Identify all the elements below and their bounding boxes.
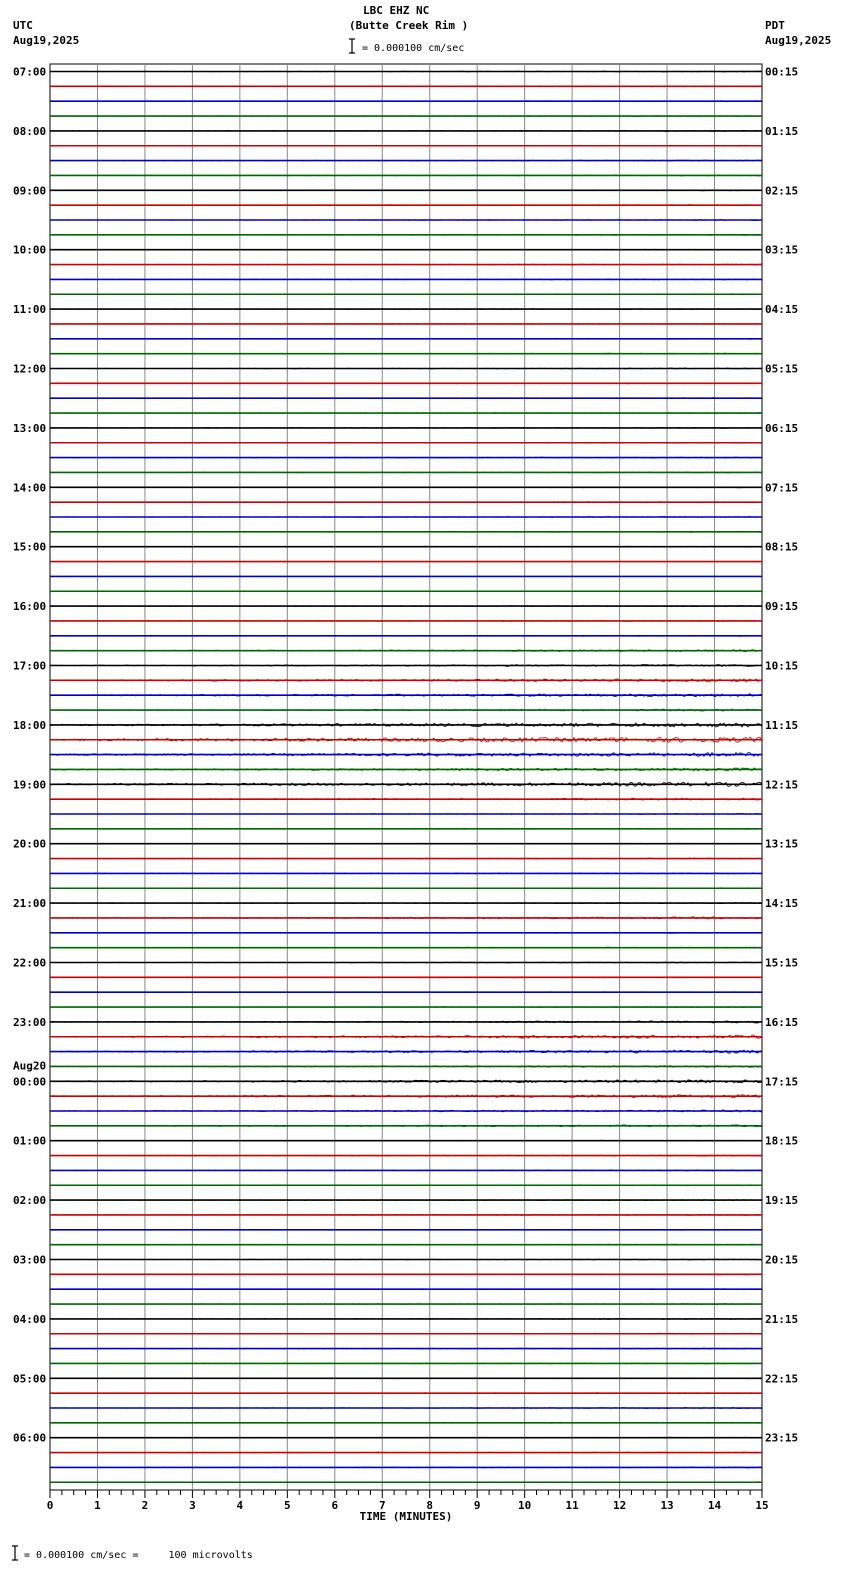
- utc-hour-label: 19:00: [13, 778, 47, 792]
- x-tick-label: 12: [612, 1499, 627, 1512]
- pdt-hour-label: 17:15: [765, 1075, 799, 1089]
- x-tick-label: 15: [755, 1499, 769, 1512]
- utc-hour-label: 08:00: [13, 124, 47, 138]
- pdt-hour-label: 15:15: [765, 956, 799, 970]
- utc-hour-label: 22:00: [13, 956, 47, 970]
- pdt-hour-label: 06:15: [765, 421, 799, 435]
- x-tick-label: 5: [284, 1499, 291, 1512]
- utc-hour-label: 09:00: [13, 184, 47, 198]
- pdt-hour-label: 09:15: [765, 600, 799, 614]
- utc-hour-label: 05:00: [13, 1372, 47, 1386]
- utc-hour-label: 11:00: [13, 303, 47, 317]
- pdt-hour-label: 04:15: [765, 303, 799, 317]
- pdt-hour-label: 19:15: [765, 1194, 799, 1208]
- utc-hour-label: 12:00: [13, 362, 47, 376]
- pdt-hour-label: 13:15: [765, 837, 799, 851]
- utc-hour-label: 00:00: [13, 1075, 47, 1089]
- utc-hour-label: 13:00: [13, 421, 47, 435]
- pdt-hour-label: 00:15: [765, 65, 799, 79]
- pdt-date-label: Aug19,2025: [765, 34, 832, 47]
- utc-hour-label: 17:00: [13, 659, 47, 673]
- utc-zone-label: UTC: [13, 19, 33, 32]
- pdt-hour-label: 18:15: [765, 1134, 799, 1148]
- x-tick-label: 9: [473, 1499, 481, 1512]
- utc-hour-label: 20:00: [13, 837, 47, 851]
- utc-hour-label: 07:00: [13, 65, 47, 79]
- x-axis-label: TIME (MINUTES): [359, 1510, 453, 1523]
- scale-text: = 0.000100 cm/sec: [362, 43, 465, 54]
- utc-hour-label: 02:00: [13, 1194, 47, 1208]
- pdt-hour-label: 08:15: [765, 540, 799, 554]
- pdt-hour-label: 23:15: [765, 1431, 799, 1445]
- x-tick-label: 10: [518, 1499, 532, 1512]
- x-tick-label: 2: [141, 1499, 149, 1512]
- x-tick-label: 3: [189, 1499, 196, 1512]
- x-tick-label: 1: [94, 1499, 101, 1512]
- utc-hour-label: 14:00: [13, 481, 47, 495]
- pdt-hour-label: 21:15: [765, 1312, 799, 1326]
- pdt-hour-label: 11:15: [765, 718, 799, 732]
- pdt-zone-label: PDT: [765, 19, 785, 32]
- pdt-hour-label: 05:15: [765, 362, 799, 376]
- utc-hour-label: 23:00: [13, 1015, 47, 1029]
- pdt-hour-label: 07:15: [765, 481, 799, 495]
- x-tick-label: 11: [565, 1499, 579, 1512]
- pdt-hour-label: 03:15: [765, 243, 799, 257]
- footer-scale-note: = 0.000100 cm/sec = 100 microvolts: [24, 1550, 253, 1561]
- x-tick-label: 13: [660, 1499, 674, 1512]
- trace-signal: [50, 1035, 762, 1038]
- x-tick-label: 8: [426, 1499, 434, 1512]
- pdt-hour-label: 14:15: [765, 897, 799, 911]
- x-tick-label: 7: [378, 1499, 386, 1512]
- plot-frame: [50, 64, 762, 1490]
- x-tick-label: 4: [236, 1499, 244, 1512]
- x-tick-label: 0: [46, 1499, 54, 1512]
- utc-hour-label: 21:00: [13, 897, 47, 911]
- pdt-hour-label: 20:15: [765, 1253, 799, 1267]
- x-tick-label: 6: [331, 1499, 339, 1512]
- utc-hour-label: 01:00: [13, 1134, 47, 1148]
- pdt-hour-label: 02:15: [765, 184, 799, 198]
- utc-hour-label: 03:00: [13, 1253, 47, 1267]
- date-change-label: Aug20: [13, 1059, 47, 1073]
- utc-hour-label: 18:00: [13, 718, 47, 732]
- x-tick-label: 14: [707, 1499, 722, 1512]
- pdt-hour-label: 12:15: [765, 778, 799, 792]
- station-title: LBC EHZ NC: [363, 4, 430, 17]
- pdt-hour-label: 01:15: [765, 124, 799, 138]
- utc-hour-label: 04:00: [13, 1312, 47, 1326]
- utc-hour-label: 06:00: [13, 1431, 47, 1445]
- trace-signal: [50, 1050, 762, 1053]
- station-site: (Butte Creek Rim ): [349, 19, 469, 32]
- utc-hour-label: 10:00: [13, 243, 47, 257]
- utc-hour-label: 15:00: [13, 540, 47, 554]
- pdt-hour-label: 10:15: [765, 659, 799, 673]
- utc-date-label: Aug19,2025: [13, 34, 80, 47]
- pdt-hour-label: 22:15: [765, 1372, 799, 1386]
- pdt-hour-label: 16:15: [765, 1015, 799, 1029]
- utc-hour-label: 16:00: [13, 600, 47, 614]
